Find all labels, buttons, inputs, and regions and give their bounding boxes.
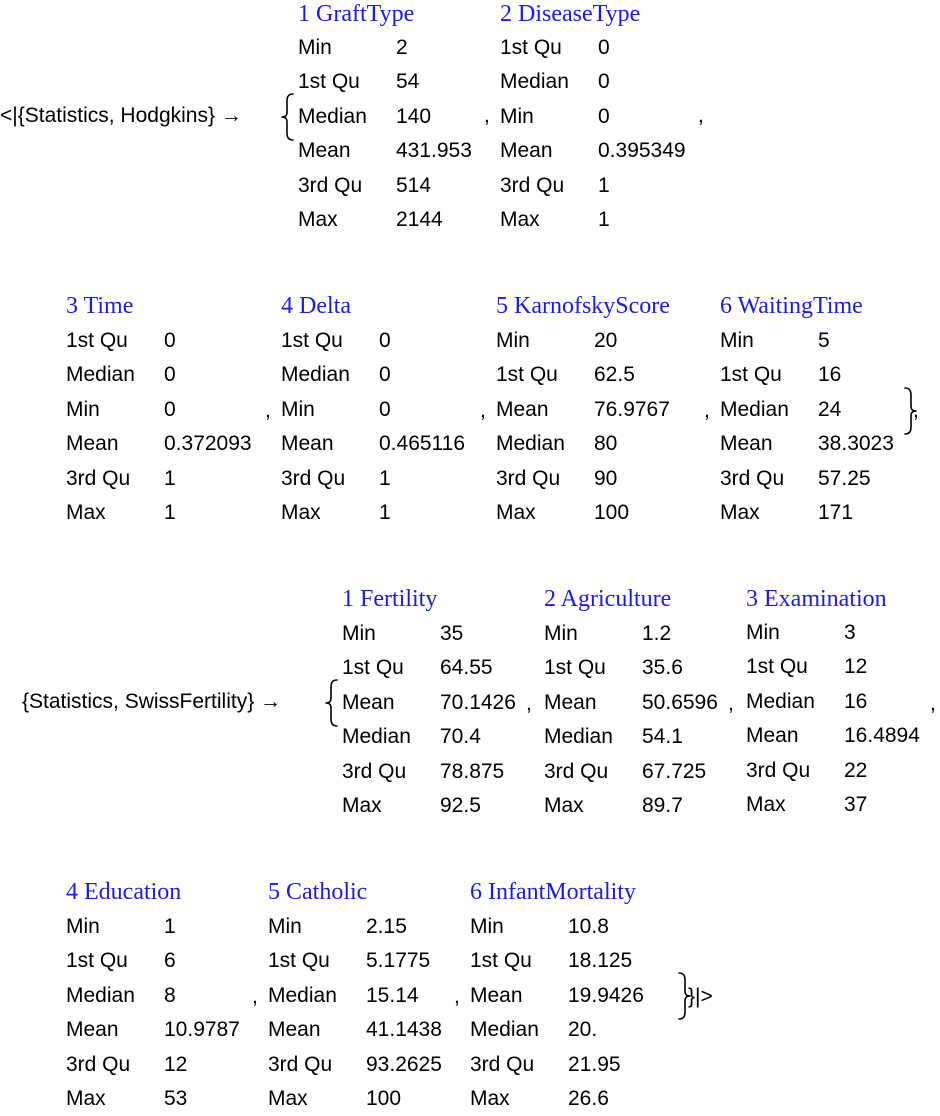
separator-comma: , (526, 692, 532, 715)
table-title: 4 Education (66, 879, 182, 905)
table-row: Median 0 (500, 70, 610, 94)
table-row: Mean 16.4894 (746, 724, 920, 748)
table-row: 3rd Qu 21.95 (470, 1052, 621, 1076)
table-row: Min 20 (496, 329, 618, 352)
table-title: 3 Time (66, 293, 134, 319)
table-row: 3rd Qu 90 (496, 466, 618, 490)
table-row: Min 1 (66, 915, 176, 938)
table-title: 1 Fertility (342, 586, 438, 612)
table-row: Median 0 (281, 363, 391, 387)
table-row: 1st Qu 54 (298, 70, 420, 94)
table-row: 1st Qu 64.55 (342, 656, 493, 680)
table-row: Median 54.1 (544, 725, 683, 749)
table-row: Median 140 (298, 104, 432, 128)
table-row: Max 100 (496, 501, 630, 524)
open-brace-icon (280, 92, 296, 142)
table-row: 3rd Qu 22 (746, 758, 868, 782)
table-row: 1st Qu 0 (66, 329, 176, 352)
table-row: 1st Qu 35.6 (544, 656, 683, 680)
table-row: 3rd Qu 1 (66, 466, 176, 490)
table-row: Mean 38.3023 (720, 432, 894, 456)
table-row: 3rd Qu 78.875 (342, 759, 505, 783)
separator-comma: , (698, 104, 704, 127)
table-row: Max 100 (268, 1087, 402, 1110)
table-row: Mean 19.9426 (470, 983, 644, 1007)
table-row: Median 15.14 (268, 983, 419, 1007)
table-row: 3rd Qu 514 (298, 173, 432, 197)
table-title: 3 Examination (746, 586, 887, 612)
separator-comma: , (704, 399, 710, 422)
separator-comma: , (480, 399, 486, 422)
table-row: Median 80 (496, 432, 618, 456)
table-row: 3rd Qu 57.25 (720, 466, 871, 490)
separator-comma: , (454, 985, 460, 1008)
table-row: Mean 76.9767 (496, 397, 670, 421)
table-row: 3rd Qu 1 (500, 173, 610, 197)
table-row: Max 37 (746, 793, 868, 816)
table-row: 1st Qu 16 (720, 363, 842, 387)
table-title: 1 GraftType (298, 1, 415, 27)
table-row: Min 0 (66, 397, 176, 421)
separator-comma: , (252, 985, 258, 1008)
table-title: 6 InfantMortality (470, 879, 636, 905)
table-row: Min 0 (500, 104, 610, 128)
table-row: Max 89.7 (544, 794, 683, 817)
table-row: Max 1 (500, 208, 610, 231)
open-brace-icon (324, 678, 340, 728)
table-row: Median 20. (470, 1018, 598, 1042)
table-row: Mean 50.6596 (544, 690, 718, 714)
table-row: 3rd Qu 93.2625 (268, 1052, 442, 1076)
table-row: Max 171 (720, 501, 854, 524)
table-row: Min 3 (746, 621, 856, 644)
separator-comma: , (728, 692, 734, 715)
table-row: Max 26.6 (470, 1087, 609, 1110)
table-row: Mean 70.1426 (342, 690, 516, 714)
table-title: 5 KarnofskyScore (496, 293, 670, 319)
table-row: 3rd Qu 1 (281, 466, 391, 490)
table-title: 4 Delta (281, 293, 351, 319)
table-title: 6 WaitingTime (720, 293, 863, 319)
table-row: Min 5 (720, 329, 830, 352)
key-statistics-swissfertility: {Statistics, SwissFertility} → (22, 690, 282, 713)
table-title: 5 Catholic (268, 879, 368, 905)
table-row: Min 1.2 (544, 622, 672, 645)
table-row: 1st Qu 62.5 (496, 363, 635, 387)
table-row: Min 2 (298, 36, 408, 59)
table-row: 1st Qu 18.125 (470, 949, 633, 973)
separator-comma: , (930, 692, 936, 715)
separator-comma: , (484, 104, 490, 127)
table-row: Mean 0.395349 (500, 139, 686, 163)
table-row: Max 92.5 (342, 794, 481, 817)
table-row: 3rd Qu 67.725 (544, 759, 707, 783)
table-row: Mean 0.372093 (66, 432, 252, 456)
table-row: Median 16 (746, 689, 868, 713)
table-title: 2 DiseaseType (500, 1, 641, 27)
table-row: 1st Qu 0 (281, 329, 391, 352)
table-row: Min 10.8 (470, 915, 609, 938)
table-row: 1st Qu 5.1775 (268, 949, 431, 973)
table-row: Min 0 (281, 397, 391, 421)
table-row: Max 1 (66, 501, 176, 524)
separator-comma: , (913, 399, 919, 422)
table-row: Max 1 (281, 501, 391, 524)
table-row: Median 24 (720, 397, 842, 421)
table-title: 2 Agriculture (544, 586, 672, 612)
table-row: Mean 10.9787 (66, 1018, 240, 1042)
table-row: Max 2144 (298, 208, 443, 231)
table-row: Min 35 (342, 622, 464, 645)
key-statistics-hodgkins: <|{Statistics, Hodgkins} → (0, 104, 242, 127)
separator-comma: , (265, 399, 271, 422)
table-row: Mean 41.1438 (268, 1018, 442, 1042)
table-row: 3rd Qu 12 (66, 1052, 188, 1076)
table-row: 1st Qu 6 (66, 949, 176, 973)
table-row: Mean 0.465116 (281, 432, 466, 456)
table-row: 1st Qu 12 (746, 655, 868, 679)
table-row: Max 53 (66, 1087, 188, 1110)
table-row: Median 0 (66, 363, 176, 387)
table-row: Mean 431.953 (298, 139, 472, 163)
table-row: Median 70.4 (342, 725, 481, 749)
table-row: Median 8 (66, 983, 176, 1007)
association-close: }|> (688, 985, 713, 1008)
table-row: Min 2.15 (268, 915, 407, 938)
table-row: 1st Qu 0 (500, 36, 610, 59)
